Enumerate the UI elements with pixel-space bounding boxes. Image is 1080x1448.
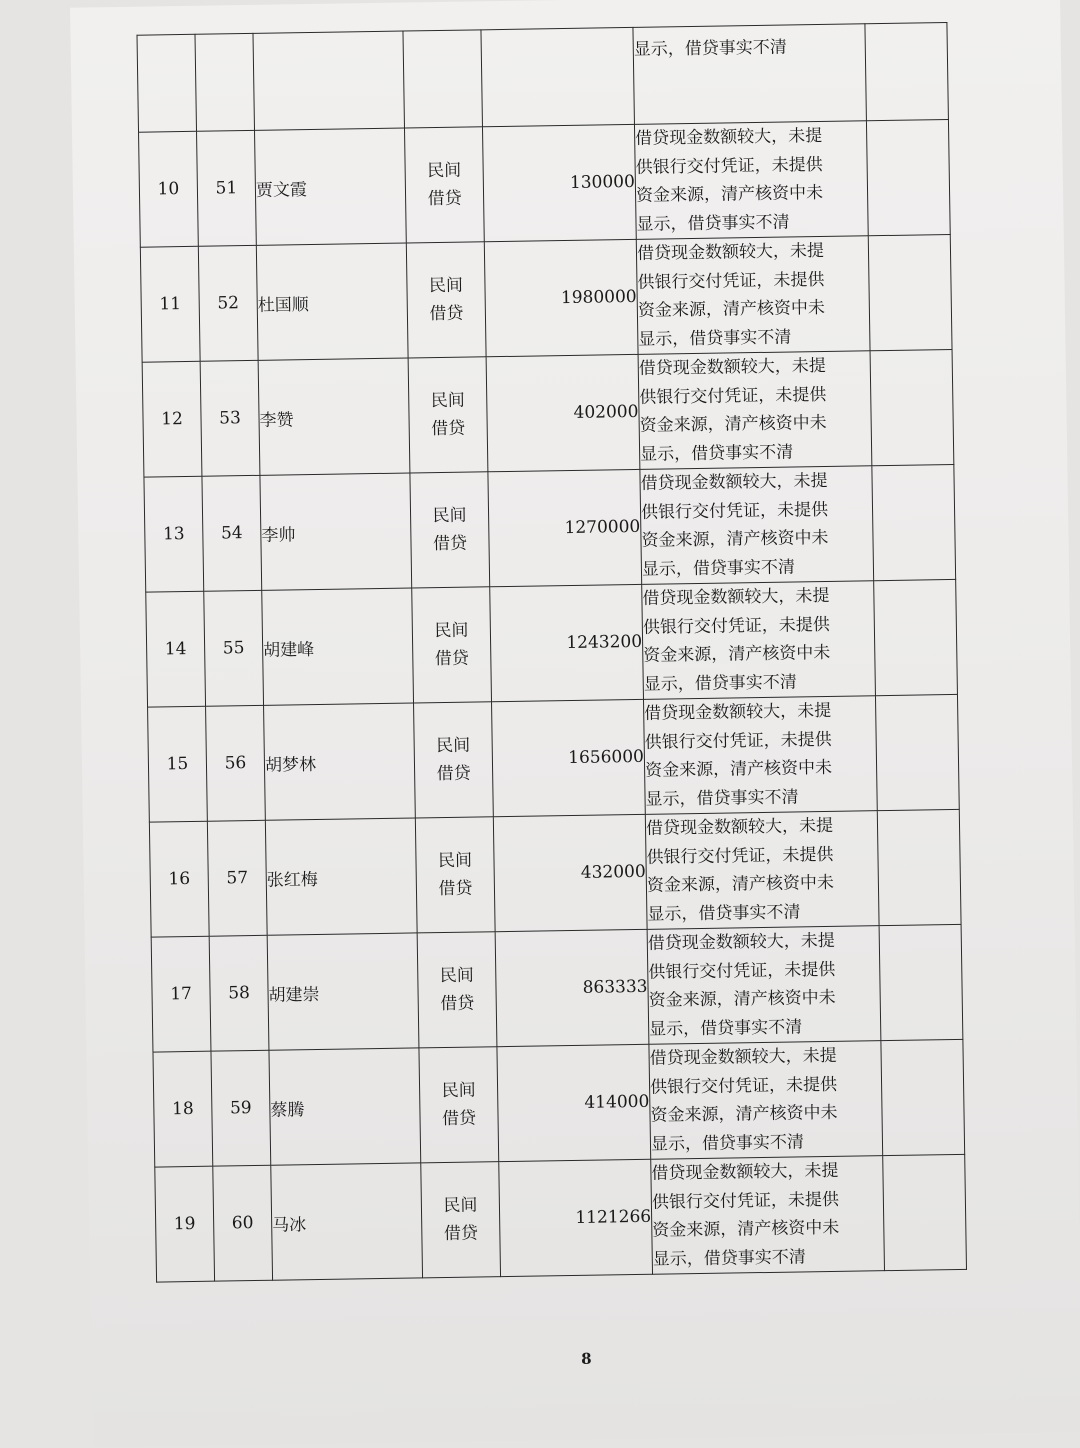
cell-blank xyxy=(883,1154,967,1270)
cell-note: 借贷现金数额较大，未提 供银行交付凭证，未提供 资金来源，清产核资中未 显示，借贷事实不清 xyxy=(643,696,877,815)
cell-index xyxy=(137,34,197,132)
cell-sub-no: 58 xyxy=(209,935,269,1051)
table-row xyxy=(155,1154,967,1282)
cell-name: 蔡腾 xyxy=(269,1048,421,1165)
cell-amount: 1270000 xyxy=(488,469,642,586)
cell-note: 借贷现金数额较大，未提 供银行交付凭证，未提供 资金来源，清产核资中未 显示，借贷事实不清 xyxy=(647,926,881,1045)
cell-name: 贾文霞 xyxy=(255,128,407,245)
table-row xyxy=(149,809,961,937)
table-body xyxy=(137,23,966,1283)
cell-sub-no: 53 xyxy=(200,360,260,476)
cell-amount xyxy=(481,27,635,126)
cell-type: 民间 借贷 xyxy=(408,357,488,473)
paper-page xyxy=(70,0,1080,1448)
cell-sub-no: 51 xyxy=(197,130,257,246)
cell-blank xyxy=(865,23,949,121)
cell-index: 10 xyxy=(139,131,199,247)
cell-name: 张红梅 xyxy=(265,818,417,935)
cell-type: 民间 借贷 xyxy=(421,1162,501,1278)
cell-sub-no xyxy=(195,33,255,131)
cell-type: 民间 借贷 xyxy=(412,587,492,703)
cell-type: 民间 借贷 xyxy=(410,472,490,588)
cell-sub-no: 56 xyxy=(206,705,266,821)
cell-amount: 863333 xyxy=(495,929,649,1046)
cell-index: 15 xyxy=(148,706,208,822)
cell-amount: 1656000 xyxy=(492,699,646,816)
cell-note: 借贷现金数额较大，未提 供银行交付凭证，未提供 资金来源，清产核资中未 显示，借贷事实不清 xyxy=(638,351,872,470)
cell-index: 13 xyxy=(144,476,204,592)
cell-name: 胡建峰 xyxy=(262,588,414,705)
cell-note: 借贷现金数额较大，未提 供银行交付凭证，未提供 资金来源，清产核资中未 显示，借贷事实不清 xyxy=(649,1041,883,1160)
cell-name: 胡建崇 xyxy=(267,933,419,1050)
cell-blank xyxy=(870,349,954,465)
cell-index: 16 xyxy=(149,821,209,937)
table-row-fragment xyxy=(137,23,948,133)
table-row xyxy=(139,119,951,247)
table-row xyxy=(146,579,958,707)
cell-amount: 1980000 xyxy=(484,239,638,356)
cell-index: 18 xyxy=(153,1051,213,1167)
cell-amount: 1243200 xyxy=(490,584,644,701)
cell-sub-no: 54 xyxy=(202,475,262,591)
cell-blank xyxy=(868,234,952,350)
cell-index: 12 xyxy=(142,361,202,477)
cell-name: 胡梦林 xyxy=(264,703,416,820)
cell-note: 借贷现金数额较大，未提 供银行交付凭证，未提供 资金来源，清产核资中未 显示，借贷事实不清 xyxy=(642,581,876,700)
cell-blank xyxy=(879,924,963,1040)
cell-blank xyxy=(874,579,958,695)
table-row xyxy=(148,694,960,822)
cell-note: 借贷现金数额较大，未提 供银行交付凭证，未提供 资金来源，清产核资中未 显示，借贷事实不清 xyxy=(651,1156,885,1275)
cell-name: 李赞 xyxy=(258,358,410,475)
cell-type: 民间 借贷 xyxy=(404,127,484,243)
cell-sub-no: 59 xyxy=(211,1050,271,1166)
cell-note: 显示，借贷事实不清 xyxy=(633,24,866,125)
cell-amount: 402000 xyxy=(486,354,640,471)
cell-blank xyxy=(877,809,961,925)
cell-name xyxy=(253,31,405,130)
cell-type: 民间 借贷 xyxy=(406,242,486,358)
cell-note: 借贷现金数额较大，未提 供银行交付凭证，未提供 资金来源，清产核资中未 显示，借贷事实不清 xyxy=(640,466,874,585)
cell-type: 民间 借贷 xyxy=(415,817,495,933)
cell-amount: 414000 xyxy=(497,1044,651,1161)
cell-blank xyxy=(875,694,959,810)
table-row xyxy=(140,234,952,362)
table-row xyxy=(153,1039,965,1167)
cell-name: 马冰 xyxy=(271,1163,423,1280)
page-number: 8 xyxy=(580,1349,592,1368)
table-row xyxy=(142,349,954,477)
table-row xyxy=(151,924,963,1052)
cell-amount: 1121266 xyxy=(499,1159,653,1276)
cell-type: 民间 借贷 xyxy=(417,932,497,1048)
cell-blank xyxy=(881,1039,965,1155)
cell-index: 19 xyxy=(155,1166,215,1282)
cell-sub-no: 55 xyxy=(204,590,264,706)
table-row xyxy=(144,464,956,592)
cell-type: 民间 借贷 xyxy=(414,702,494,818)
cell-amount: 130000 xyxy=(482,124,636,241)
cell-name: 杜国顺 xyxy=(256,243,408,360)
cell-note: 借贷现金数额较大，未提 供银行交付凭证，未提供 资金来源，清产核资中未 显示，借贷事实不清 xyxy=(636,236,870,355)
cell-note: 借贷现金数额较大，未提 供银行交付凭证，未提供 资金来源，清产核资中未 显示，借贷事实不清 xyxy=(634,121,868,240)
cell-sub-no: 60 xyxy=(213,1165,273,1281)
cell-type xyxy=(403,30,483,128)
cell-sub-no: 57 xyxy=(207,820,267,936)
cell-name: 李帅 xyxy=(260,473,412,590)
cell-blank xyxy=(872,464,956,580)
cell-note: 借贷现金数额较大，未提 供银行交付凭证，未提供 资金来源，清产核资中未 显示，借贷事实不清 xyxy=(645,811,879,930)
cell-amount: 432000 xyxy=(493,814,647,931)
cell-index: 17 xyxy=(151,936,211,1052)
claims-table xyxy=(136,22,967,1283)
cell-index: 11 xyxy=(140,246,200,362)
cell-sub-no: 52 xyxy=(198,245,258,361)
cell-index: 14 xyxy=(146,591,206,707)
cell-blank xyxy=(866,119,950,235)
cell-type: 民间 借贷 xyxy=(419,1047,499,1163)
